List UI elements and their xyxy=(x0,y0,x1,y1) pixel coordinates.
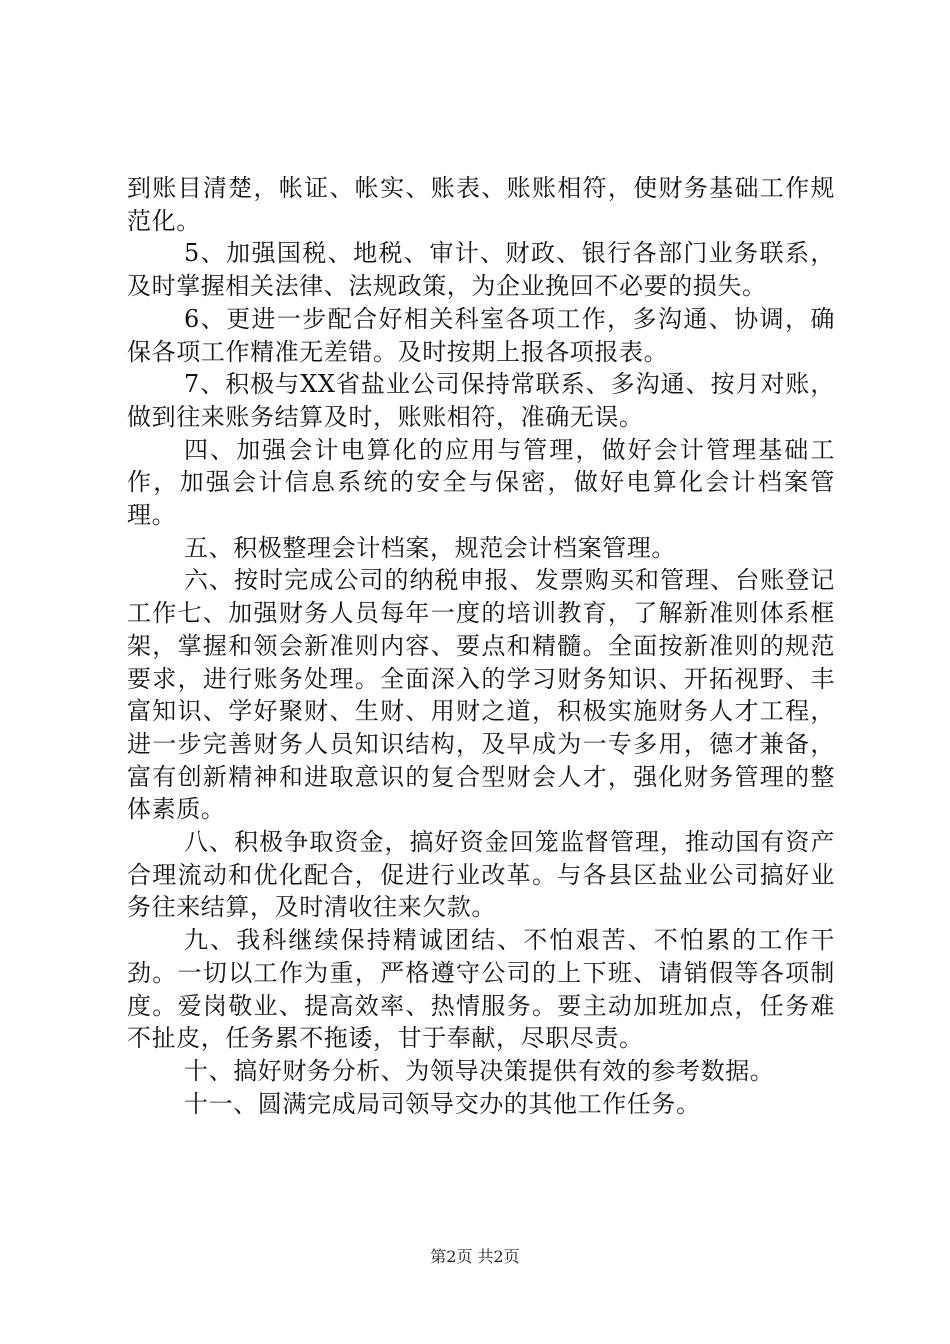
paragraph-section-11: 十一、圆满完成局司领导交办的其他工作任务。 xyxy=(184,1089,701,1118)
paragraph-section-9: 九、我科继续保持精诚团结、不怕艰苦、不怕累的工作干劲。一切以工作为重，严格遵守公司的上下班、请销假等各项制度。爱岗敬业、提高效率、热情服务。要主动加班加点，任务难不扯皮，任务累不拖诿，甘于奉献，尽职尽责。 xyxy=(127,926,835,1053)
paragraph-item-6: 6、更进一步配合好相关科室各项工作，多沟通、协调，确保各项工作精准无差错。及时按期上报各项报表。 xyxy=(127,304,835,366)
paragraph-section-4: 四、加强会计电算化的应用与管理，做好会计管理基础工作，加强会计信息系统的安全与保密，做好电算化会计档案管理。 xyxy=(127,435,835,530)
paragraph-item-5: 5、加强国税、地税、审计、财政、银行各部门业务联系，及时掌握相关法律、法规政策，为企业挽回不必要的损失。 xyxy=(127,239,835,301)
paragraph-section-5: 五、积极整理会计档案，规范会计档案管理。 xyxy=(184,533,676,562)
document-body xyxy=(127,172,835,1120)
paragraph-continuation: 到账目清楚，帐证、帐实、账表、账账相符，使财务基础工作规范化。 xyxy=(127,174,835,235)
paragraph-section-8: 八、积极争取资金，搞好资金回笼监督管理，推动国有资产合理流动和优化配合，促进行业改革。与各县区盐业公司搞好业务往来结算，及时清收往来欠款。 xyxy=(127,828,835,922)
paragraph-item-7: 7、积极与XX省盐业公司保持常联系、多沟通、按月对账，做到往来账务结算及时，账账相符，准确无误。 xyxy=(127,370,835,431)
paragraph-section-6-7: 六、按时完成公司的纳税申报、发票购买和管理、台账登记工作七、加强财务人员每年一度的培训教育，了解新准则体系框架，掌握和领会新准则内容、要点和精髓。全面按新准则的规范要求，进行账务处理。全面深入的学习财务知识、开拓视野、丰富知识、学好聚财、生财、用财之道，积极实施财务人才工程，进一步完善财务人员知识结构，及早成为一专多用，德才兼备，富有创新精神和进取意识的复合型财会人才，强化财务管理的整体素质。 xyxy=(127,566,835,824)
paragraph-section-10: 十、搞好财务分析、为领导决策提供有效的参考数据。 xyxy=(184,1056,775,1085)
page-number-footer: 第2页 共2页 xyxy=(430,1247,520,1266)
